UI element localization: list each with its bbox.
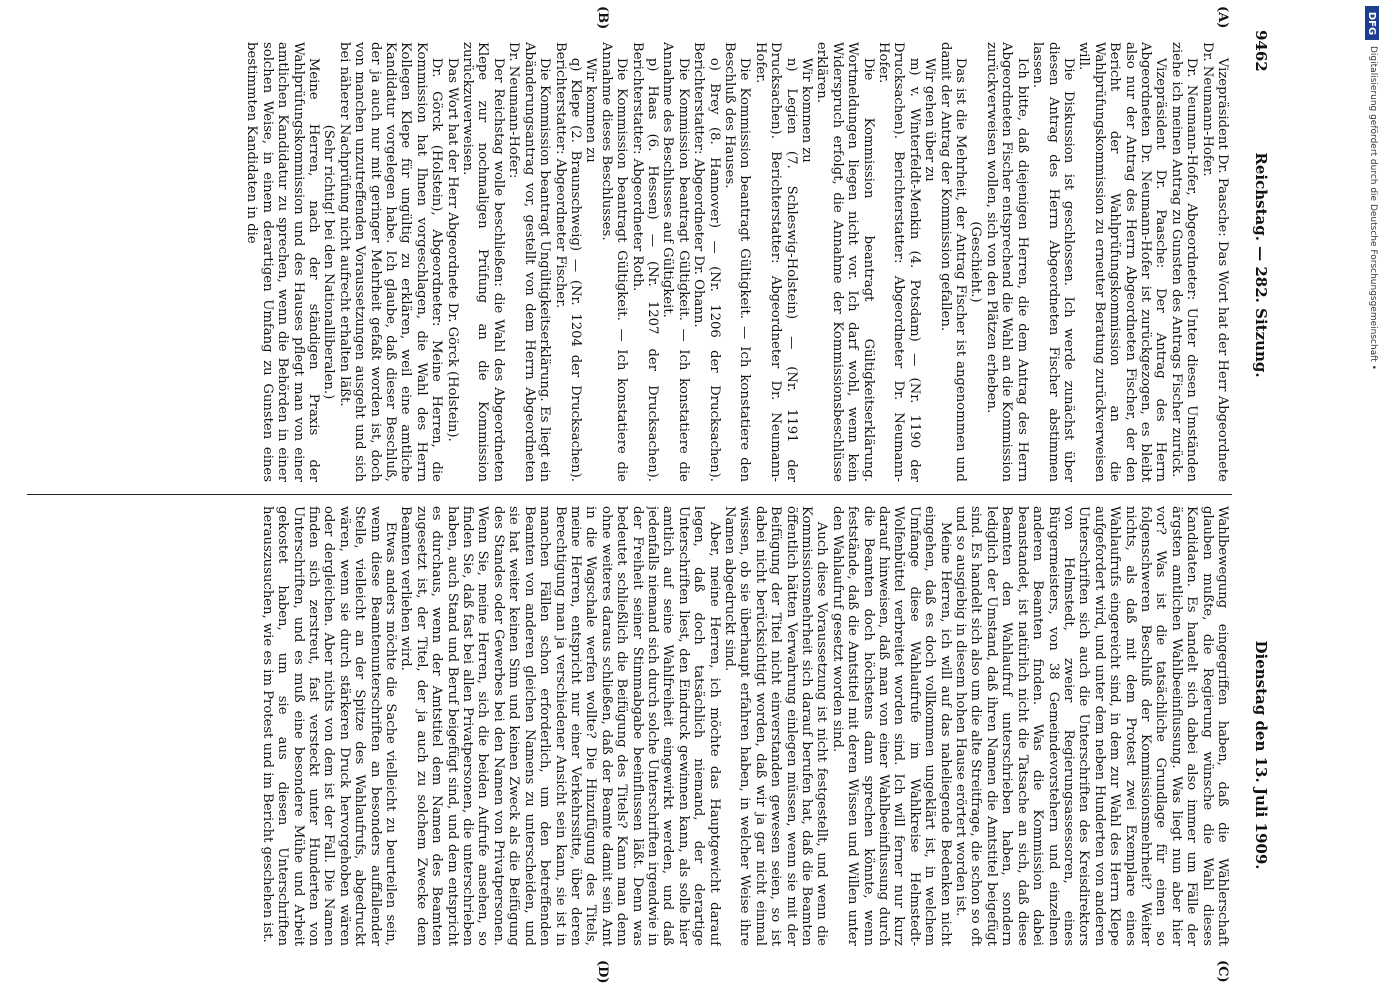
dfg-logo: DFG xyxy=(1365,6,1379,40)
paragraph: (Sehr richtig! bei den Nationalliberalen.) xyxy=(321,124,337,400)
paragraph: Die Kommission beantragt Gültigkeit. — Ich konstatiere die Annahme des Beschlusses auf Gültigkeit. xyxy=(660,42,691,482)
paragraph: Vizepräsident Dr. Paasche: Das Wort hat der Herr Abgeordnete Dr. Neumann-Hofer. xyxy=(1199,42,1230,482)
paragraph: m) v. Winterfeldt-Menkin (4. Potsdam) — (Nr. 1190 der Drucksachen). Berichterstatter: Abgeordneter Dr. Neumann-Hofer. xyxy=(876,42,922,482)
margin-marker-d: (D) xyxy=(595,960,610,984)
paragraph: Die Kommission beantragt Gültigkeitserklärung. Wortmeldungen liegen nicht vor. Ich darf wohl, wenn kein Widerspruch erfolgt, die Annahme der Kommissionsbeschlüsse erklären. xyxy=(814,42,876,482)
paragraph: Ich bitte, daß diejenigen Herren, die dem Antrag des Herrn Abgeordneten Fischer entsprechend die Wahl an die Kommission zurückverweisen wollen, sich von den Plätzen erheben. xyxy=(983,42,1030,482)
paragraph: Wir kommen zu xyxy=(799,57,815,163)
paragraph: Wir gehen über zu xyxy=(922,57,938,182)
margin-marker-b: (B) xyxy=(595,6,610,30)
digitization-sidebar xyxy=(1359,0,1383,1000)
paragraph: Die Diskussion ist geschlossen. Ich werde zunächst über diesen Antrag des Herrn Abgeordneten Fischer abstimmen lassen. xyxy=(1030,42,1076,482)
left-column xyxy=(30,42,1230,482)
paragraph: Das Wort hat der Herr Abgeordnete Dr. Görck (Holstein). xyxy=(444,57,460,442)
header-right-title: Dienstag den 13. Juli 1909. xyxy=(1252,640,1270,870)
paragraph: Dr. Görck (Holstein), Abgeordneter: Meine Herren, die Kommission hat Ihnen vorgeschlagen, die Wahl des Herrn Kollegen Klepe für ungültig zu erklären, weil eine amtliche Kandidatur vorgelegen habe. Ich glaube, daß dieser Beschluß, der ja auch nur mit geringer Mehrheit gefaßt worden ist, doch von manchen unzutreffenden Voraussetzungen ausgeht und sich bei näherer Nachprüfung nicht aufrecht erhalten läßt. xyxy=(336,42,445,482)
paragraph: n) Legien (7. Schleswig-Holstein) — (Nr. 1191 der Drucksachen). Berichterstatter: Abgeordneter Dr. Neumann-Hofer. xyxy=(752,42,799,482)
paragraph: (Geschieht.) xyxy=(968,221,984,303)
paragraph: Wir kommen zu xyxy=(583,57,599,163)
paragraph: Wahlbewegung eingegriffen haben, daß die Wählerschaft glauben mußte, die Regierung wünsche die Wahl dieses Kandidaten. Es handelt sich dabei also immer um Fälle der ärgsten amtlichen Wahlbeeinflussung. Was liegt nun aber hier vor? Was ist die tatsächliche Grundlage für einen so folgenschweren Beschluß der Kommissionsmehrheit? Weiter nichts, als daß mit dem Protest zwei Exemplare eines Wahlaufrufs eingereicht sind, in dem zur Wahl des Herrn Klepe aufgefordert wird, und unter dem neben Hunderten von anderen Unterschriften sich auch die Unterschriften des Kreisdirektors von Helmstedt, zweier Regierungsassessoren, eines Bürgermeisters, von 38 Gemeindevorstehern und einzelnen anderen Beamten finden. Was die Kommission dabei beanstandet, ist natürlich nicht die Tatsache an sich, daß diese Beamten den Wahlaufruf unterschrieben haben, sondern lediglich der Umstand, daß ihren Namen die Amtstitel beigefügt sind. Es handelt sich also um die alte Streitfrage, die schon so oft und so ausgiebig in diesem hohen Hause erörtert worden ist. xyxy=(953,506,1230,946)
header-left-title: Reichstag. — 282. Sitzung. xyxy=(1252,152,1270,378)
page-header xyxy=(1244,30,1270,970)
paragraph: Vizepräsident Dr. Paasche: Der Antrag des Herrn Abgeordneten Dr. Neumann-Hofer ist zurückgezogen, es bleibt also nur der Antrag des Herrn Abgeordneten Fischer, der den Bericht der Wahlprüfungskommission an die Wahlprüfungskommission zu erneuter Beratung zurückverweisen will. xyxy=(1076,42,1169,482)
paragraph: Auch diese Voraussetzung ist nicht festgestellt, und wenn die Kommissionsmehrheit sich darauf berufen hat, daß die Beamten öffentlich hätten Verwahrung einlegen müssen, wenn sie mit der Beifügung der Titel nicht einverstanden gewesen seien, so ist dabei nicht berücksichtigt worden, daß wir ja gar nicht einmal wissen, ob sie überhaupt erfahren haben, in welcher Weise ihre Namen abgedruckt sind. xyxy=(722,506,830,946)
paragraph: Meine Herren, ich will auf das naheliegende Bedenken nicht eingehen, daß es doch vollkommen ungeklärt ist, in welchem Umfange diese Wahlaufrufe im Wahlkreise Helmstedt-Wolfenbüttel verbreitet worden sind. Ich will ferner nur kurz darauf hinweisen, daß man von einer Wahlbeeinflussung durch die Beamten doch höchstens dann sprechen könnte, wenn feststände, daß die Amtstitel mit deren Wissen und Willen unter den Wahlaufruf gesetzt worden sind. xyxy=(829,506,953,946)
paragraph: Dr. Neumann-Hofer, Abgeordneter: Unter diesen Umständen ziehe ich meinen Antrag zu Gunsten des Antrags Fischer zurück. xyxy=(1168,42,1200,482)
paragraph: q) Klepe (2. Braunschweig) — (Nr. 1204 der Drucksachen). Berichterstatter: Abgeordneter Fischer. xyxy=(552,42,583,482)
margin-marker-c: (C) xyxy=(1215,960,1230,983)
paragraph: Das ist die Mehrheit, der Antrag Fischer ist angenommen und damit der Antrag der Kommission gefallen. xyxy=(937,42,969,482)
paragraph: Aber, meine Herren, ich möchte das Hauptgewicht darauf legen, daß doch tatsächlich niemand, der derartige Unterschriften liest, den Eindruck gewinnen kann, als solle hier amtlich auf seine Wahlfreiheit eingewirkt werden, und daß jedenfalls niemand sich durch solche Unterschriften irgendwie in der Freiheit seiner Stimmabgabe beeinflussen läßt. Denn was bedeutet schließlich die Beifügung des Titels? Kann man denn ohne weiteres daraus schließen, daß der Beamte damit sein Amt in die Wagschale werfen wollte? Die Hinzufügung des Titels, meine Herren, entspricht nur einer Verkehrssitte, über deren Berechtigung man ja verschiedener Ansicht sein kann, sie ist in manchen Fällen schon erforderlich, um den betreffenden Beamten von anderen gleichen Namens zu unterscheiden, und sie hat weiter keinen Sinn und keinen Zweck als die Beifügung des Standes oder Gewerbes bei den Namen von Privatpersonen. Wenn Sie, meine Herren, sich die beiden Aufrufe ansehen, so finden Sie, daß fast bei allen Privatpersonen, die unterschrieben haben, auch Stand und Beruf beigefügt sind, und dem entspricht es durchaus, wenn der Amtstitel dem Namen des Beamten zugesetzt ist, der Titel, der ja auch zu solchem Zwecke dem Beamten verliehen wird. xyxy=(398,506,722,946)
paragraph: Meine Herren, nach der ständigen Praxis der Wahlprüfungskommission und des Hauses pflegt man von einer amtlichen Kandidatur zu sprechen, wenn die Behörden in einer solchen Weise, in einem derartigen Umfang zu Gunsten eines bestimmten Kandidaten in die xyxy=(244,42,322,482)
margin-marker-a: (A) xyxy=(1215,6,1230,29)
right-column xyxy=(30,506,1230,946)
paragraph: o) Brey (8. Hannover) — (Nr. 1206 der Drucksachen). Berichterstatter: Abgeordneter Dr. Ohann. xyxy=(691,42,722,482)
paragraph: Der Reichstag wolle beschließen: die Wahl des Abgeordneten Klepe zur nochmaligen Prüfung an die Kommission zurückzuverweisen. xyxy=(460,42,506,482)
digitization-note: Digitalisierung gefördert durch die Deutsche Forschungsgemeinschaft • xyxy=(1368,46,1378,370)
paragraph: Etwas anders möchte die Sache vielleicht zu beurteilen sein, wenn diese Beamtenunterschriften an besonders auffallender Stelle, vielleicht an der Spitze des Wahlaufrufs, abgedruckt wären, wenn sie durch stärkeren Druck hervorgehoben wären oder dergleichen. Aber nichts von dem ist der Fall. Die Namen finden sich zerstreut, fast versteckt unter Hunderten von Unterschriften, und es muß eine besondere Mühe und Arbeit gekostet haben, um sie aus diesen Unterschriften herauszusuchen, wie es im Protest und im Bericht geschehen ist. xyxy=(259,506,399,946)
paragraph: Die Kommission beantragt Gültigkeit. — Ich konstatiere die Annahme dieses Beschlusses. xyxy=(598,42,630,482)
column-divider xyxy=(27,494,1232,495)
paragraph: p) Haas (6. Hessen) — (Nr. 1207 der Drucksachen). Berichterstatter: Abgeordneter Roth. xyxy=(629,42,660,482)
paragraph: Die Kommission beantragt Gültigkeit. — Ich konstatiere den Beschluß des Hauses. xyxy=(722,42,753,482)
page-number: 9462 xyxy=(1252,30,1270,72)
paragraph: Die Kommission beantragt Ungültigkeitserklärung. Es liegt ein Abänderungsantrag vor, gestellt von dem Herrn Abgeordneten Dr. Neumann-Hofer: xyxy=(506,42,553,482)
